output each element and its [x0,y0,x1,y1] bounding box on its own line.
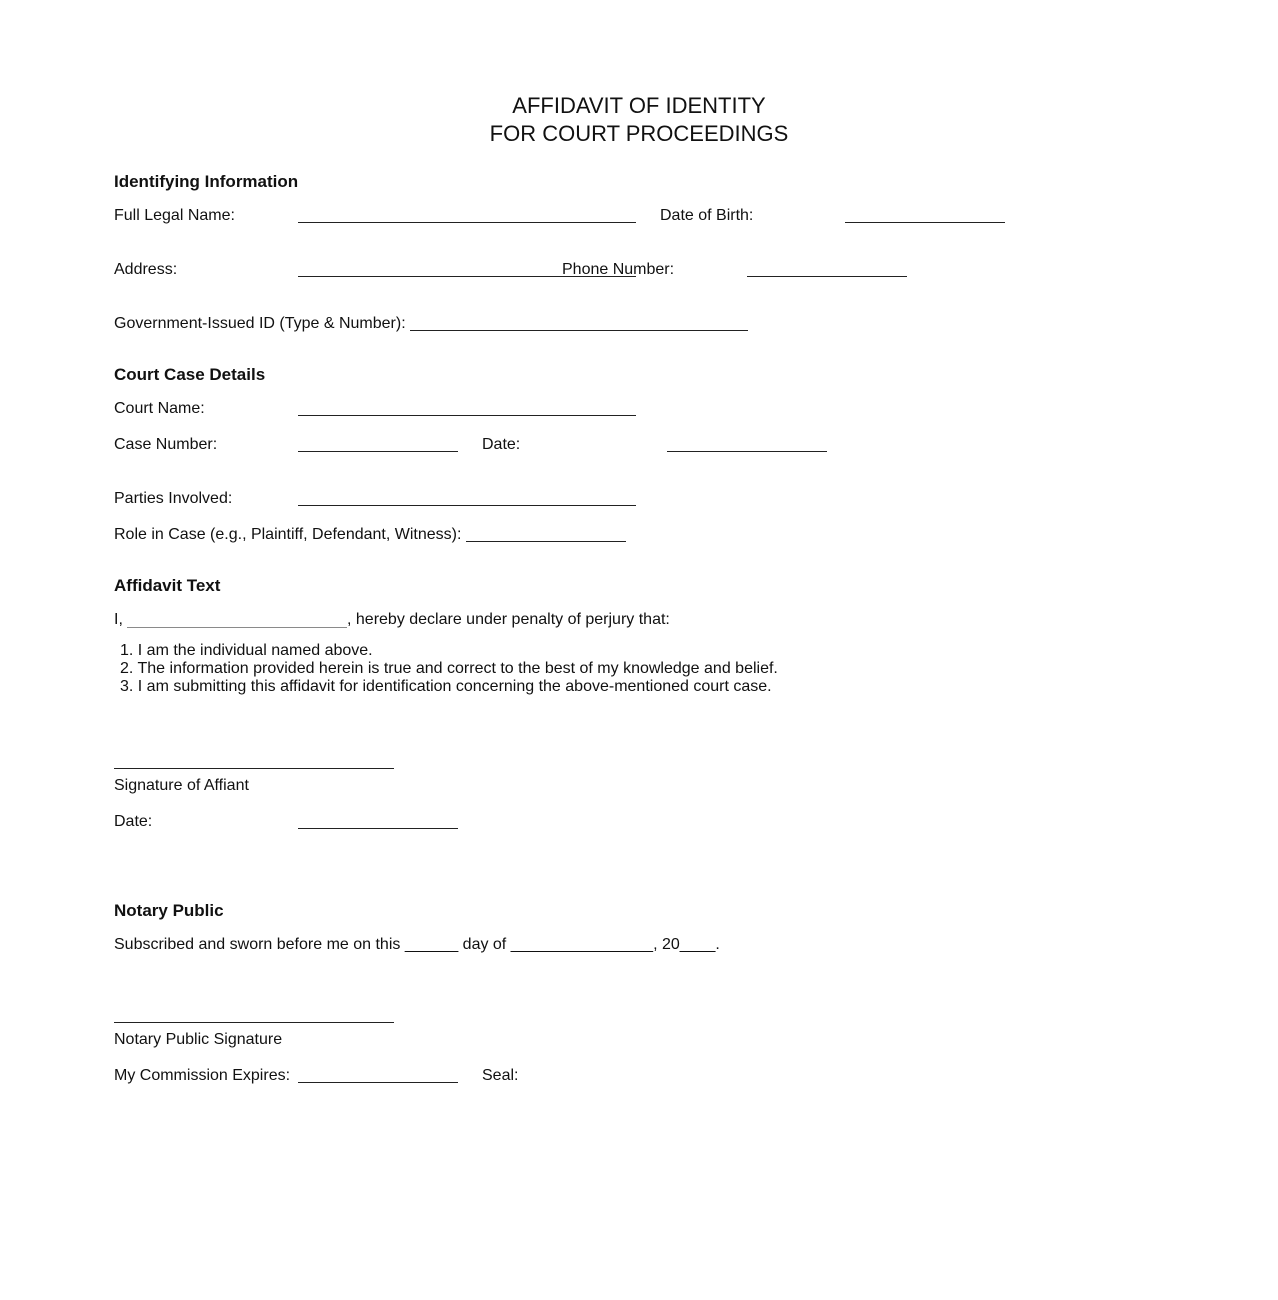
affiant-date-label: Date: [114,813,153,830]
statement-3: 3. I am submitting this affidavit for identification concerning the above-mentioned court case. [120,678,772,695]
seal-label: Seal: [482,1067,519,1084]
case-number-label: Case Number: [114,436,218,453]
government-id-label: Government-Issued ID (Type & Number): [114,315,406,332]
case-date-label: Date: [482,436,521,453]
role-in-case-field[interactable] [466,541,626,542]
notary-signature-label: Notary Public Signature [114,1031,283,1048]
address-label: Address: [114,261,178,278]
phone-number-label: Phone Number: [562,261,675,278]
statement-1: 1. I am the individual named above. [120,642,373,659]
statement-2: 2. The information provided herein is true and correct to the best of my knowledge and belief. [120,660,778,677]
section-heading-court-case: Court Case Details [114,365,266,384]
affiant-date-field[interactable] [298,828,458,829]
document-title-line-2: FOR COURT PROCEEDINGS [489,121,789,146]
section-heading-affidavit: Affidavit Text [114,576,221,595]
affiant-signature-field[interactable] [114,768,394,769]
case-number-field[interactable] [298,451,458,452]
government-id-field[interactable] [410,330,748,331]
section-heading-identifying: Identifying Information [114,172,299,191]
phone-number-field[interactable] [747,276,907,277]
document-title-line-1: AFFIDAVIT OF IDENTITY [512,93,766,118]
declaration-prefix: I, [114,611,123,628]
court-name-label: Court Name: [114,400,205,417]
notary-sworn-text[interactable]: Subscribed and sworn before me on this ______ day of ________________, 20____. [114,936,720,953]
commission-expires-field[interactable] [298,1082,458,1083]
affiant-signature-label: Signature of Affiant [114,777,249,794]
role-in-case-label: Role in Case (e.g., Plaintiff, Defendant, Witness): [114,526,462,543]
section-heading-notary: Notary Public [114,901,224,920]
declaration-suffix: , hereby declare under penalty of perjury that: [347,611,670,628]
notary-signature-field[interactable] [114,1022,394,1023]
declarant-name-field[interactable] [127,627,347,628]
date-of-birth-label: Date of Birth: [660,207,754,224]
court-name-field[interactable] [298,415,636,416]
full-legal-name-field[interactable] [298,222,636,223]
parties-involved-label: Parties Involved: [114,490,233,507]
commission-expires-label: My Commission Expires: [114,1067,291,1084]
full-legal-name-label: Full Legal Name: [114,207,235,224]
date-of-birth-field[interactable] [845,222,1005,223]
case-date-field[interactable] [667,451,827,452]
parties-involved-field[interactable] [298,505,636,506]
